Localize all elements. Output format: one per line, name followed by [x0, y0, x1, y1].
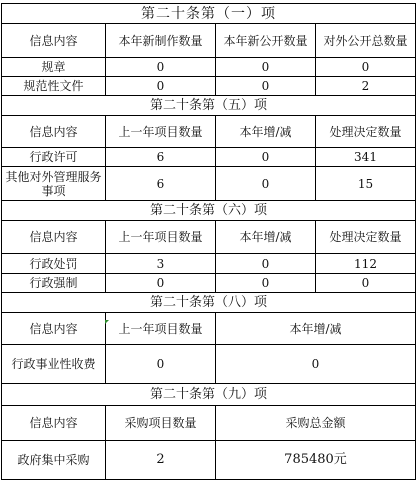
cell-value: 0	[216, 345, 416, 384]
header-year-change: 本年增/减	[216, 221, 316, 254]
cell-value: 6	[106, 167, 216, 201]
header-info-content: 信息内容	[2, 313, 106, 345]
cell-value: 2	[316, 77, 416, 96]
header-new-made-count: 本年新制作数量	[106, 24, 216, 58]
header-prev-year-count: 上一年项目数量	[106, 313, 216, 345]
header-procurement-count: 采购项目数量	[106, 406, 216, 441]
header-info-content: 信息内容	[2, 24, 106, 58]
cell-value: 0	[216, 58, 316, 77]
section-title-3: 第二十条第（六）项	[2, 201, 416, 221]
cell-value: 0	[216, 274, 316, 293]
cell-value: 0	[216, 148, 316, 167]
procurement-total-amount: 785480元	[216, 441, 416, 480]
cell-value: 15	[316, 167, 416, 201]
header-prev-year-count: 上一年项目数量	[106, 116, 216, 148]
header-year-change: 本年增/减	[216, 116, 316, 148]
cell-value: 341	[316, 148, 416, 167]
header-info-content: 信息内容	[2, 221, 106, 254]
header-decision-count: 处理决定数量	[316, 116, 416, 148]
disclosure-table	[1, 3, 416, 480]
cell-value: 3	[106, 254, 216, 274]
header-info-content: 信息内容	[2, 406, 106, 441]
row-label-administrative-fees: 行政事业性收费	[2, 345, 106, 384]
cell-value: 0	[316, 58, 416, 77]
header-new-published-count: 本年新公开数量	[216, 24, 316, 58]
cell-value: 0	[106, 77, 216, 96]
cell-value: 6	[106, 148, 216, 167]
cell-value: 0	[216, 77, 316, 96]
section-title-4: 第二十条第（八）项	[2, 293, 416, 313]
row-label-administrative-penalty: 行政处罚	[2, 254, 106, 274]
header-decision-count: 处理决定数量	[316, 221, 416, 254]
header-procurement-total-amount: 采购总金额	[216, 406, 416, 441]
cell-value: 0	[106, 58, 216, 77]
cell-comment-marker	[105, 320, 109, 324]
row-label-normative-documents: 规范性文件	[2, 77, 106, 96]
row-label-other-management-services: 其他对外管理服务事项	[2, 167, 106, 201]
header-total-published-count: 对外公开总数量	[316, 24, 416, 58]
cell-value: 0	[216, 167, 316, 201]
cell-value: 0	[316, 274, 416, 293]
section-title-2: 第二十条第（五）项	[2, 96, 416, 116]
header-prev-year-count: 上一年项目数量	[106, 221, 216, 254]
cell-value: 0	[106, 345, 216, 384]
section-title-5: 第二十条第（九）项	[2, 384, 416, 406]
cell-value: 0	[106, 274, 216, 293]
row-label-regulations: 规章	[2, 58, 106, 77]
header-year-change: 本年增/减	[216, 313, 416, 345]
row-label-government-centralized-procurement: 政府集中采购	[2, 441, 106, 480]
cell-value: 2	[106, 441, 216, 480]
cell-value: 0	[216, 254, 316, 274]
cell-value: 112	[316, 254, 416, 274]
row-label-administrative-licensing: 行政许可	[2, 148, 106, 167]
row-label-administrative-enforcement: 行政强制	[2, 274, 106, 293]
header-info-content: 信息内容	[2, 116, 106, 148]
section-title-1: 第二十条第（一）项	[2, 4, 416, 24]
